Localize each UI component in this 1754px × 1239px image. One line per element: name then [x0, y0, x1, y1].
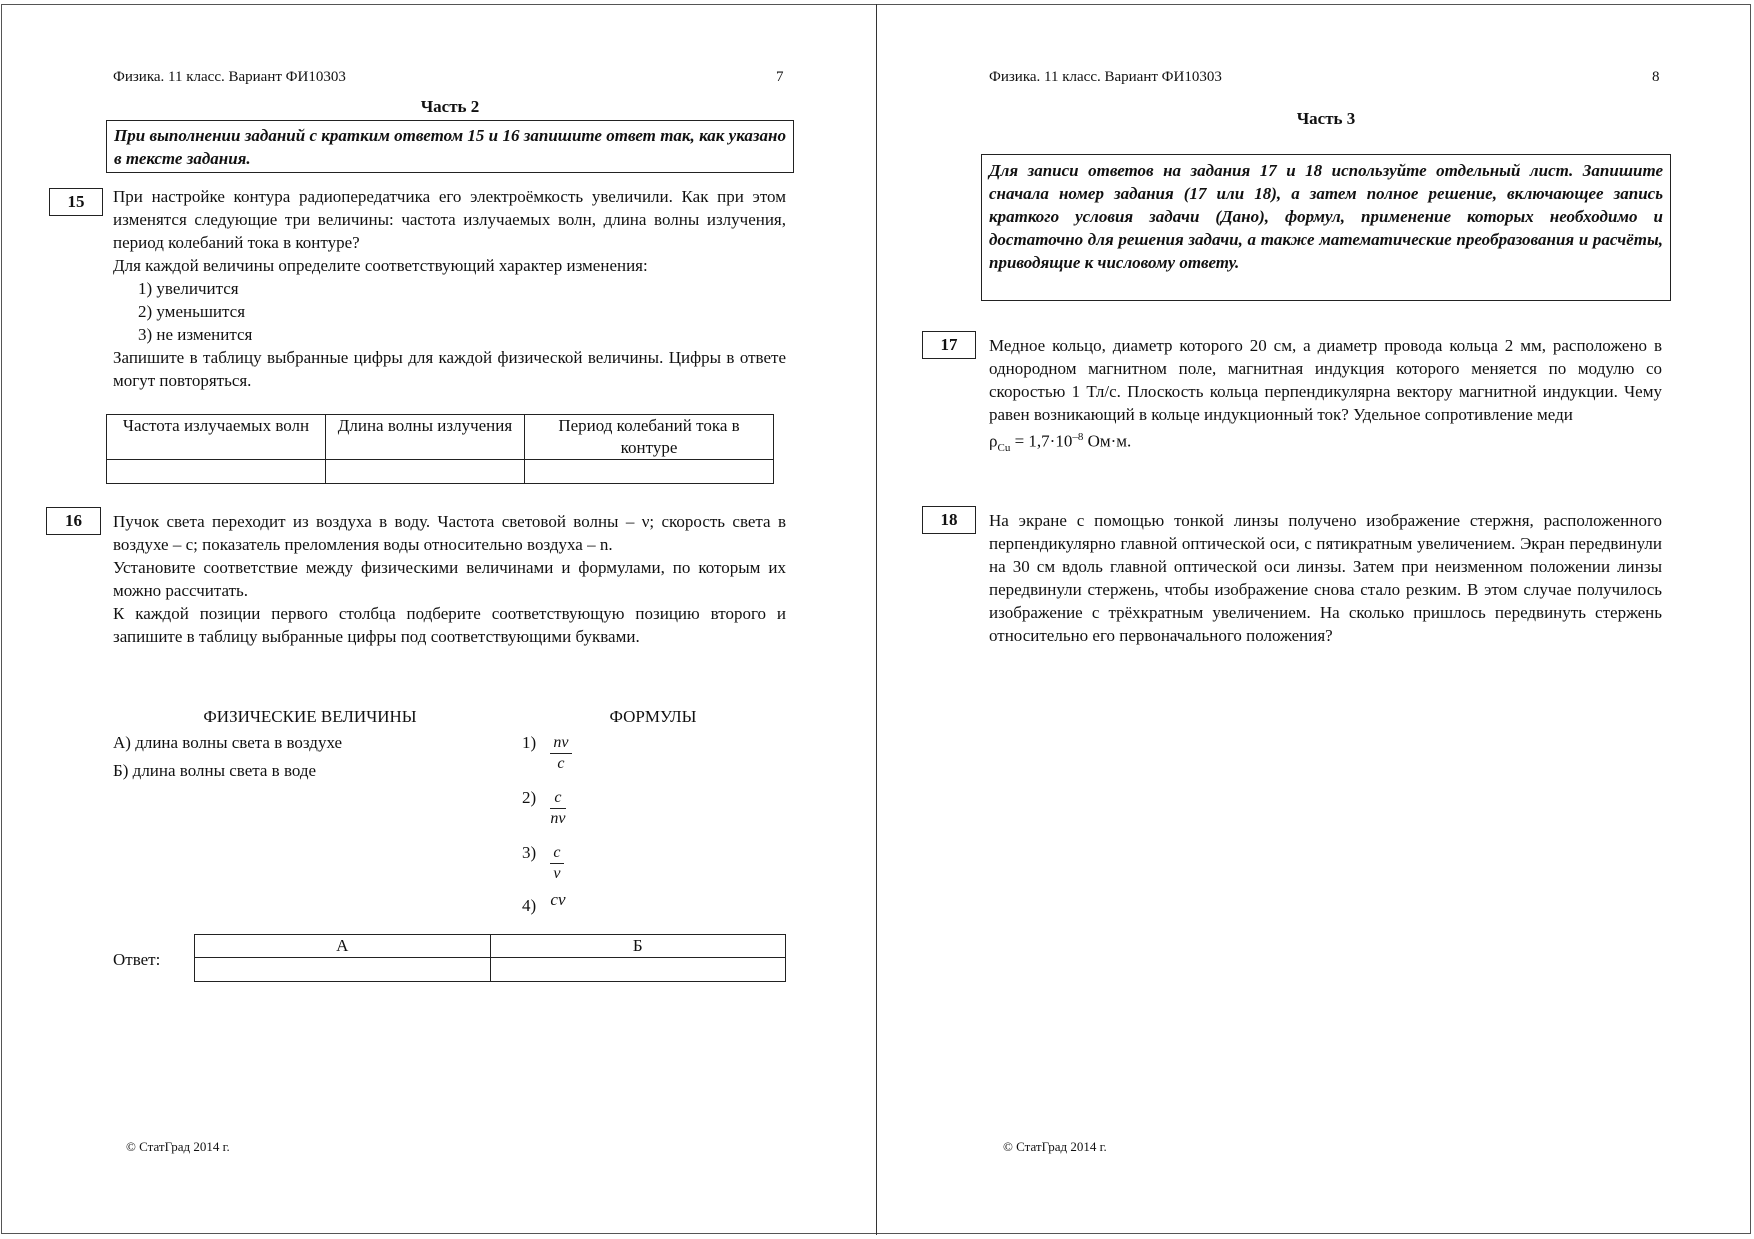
column-header-formulas: ФОРМУЛЫ: [609, 707, 697, 726]
table-header: Период колебаний тока в контуре: [525, 415, 774, 460]
task-text: К каждой позиции первого столбца подберите соответствующую позицию второго и запишите в таблицу выбранные цифры под соответствующими буквами.: [113, 604, 786, 646]
rho-symbol: ρ: [989, 431, 998, 451]
task-text: На экране с помощью тонкой линзы получено изображение стержня, расположенного перпендикулярно главной оптической оси, с пятикратным увеличением. Экран передвинули на 30 см вдоль главной оптической оси линзы. Затем при неизменном положении линзы передвинули стержень, чтобы изображение снова стало резким. В этом случае получилось изображение с трёхкратным увеличением. На сколько пришлось передвинуть стержень относительно его первоначального положения?: [989, 511, 1662, 645]
page-number: 7: [776, 69, 784, 85]
formula-1: [522, 733, 572, 774]
rho-unit: Ом·м.: [1083, 431, 1132, 451]
table-header: А: [195, 935, 491, 958]
quantity-b: Б) длина волны света в воде: [113, 761, 317, 780]
option: 2) уменьшится: [138, 302, 246, 321]
denominator: nν: [550, 810, 566, 827]
column-header-quantities: ФИЗИЧЕСКИЕ ВЕЛИЧИНЫ: [203, 707, 417, 726]
task-number-16: 16: [46, 507, 101, 535]
table-header: Частота излучаемых волн: [107, 415, 326, 460]
table-header: Б: [490, 935, 786, 958]
task-instruction: Запишите в таблицу выбранные цифры для каждой физической величины. Цифры в ответе могут повторяться.: [113, 348, 786, 390]
rho-value: = 1,7·10: [1010, 431, 1073, 451]
footer-copyright: © СтатГрад 2014 г.: [126, 1139, 230, 1154]
answer-cell[interactable]: [525, 460, 774, 484]
task-text: Установите соответствие между физическими величинами и формулами, по которым их можно рассчитать.: [113, 558, 786, 600]
rho-exponent: –8: [1072, 431, 1084, 443]
page-divider: [876, 4, 877, 1235]
task-18: [989, 509, 1662, 647]
task-text: Медное кольцо, диаметр которого 20 см, а диаметр провода кольца 2 мм, расположено в однородном магнитном поле, магнитная индукция которого меняется по модулю со скоростью 1 Тл/с. Плоскость кольца перпендикулярна вектору магнитной индукции. Чему равен возникающий в кольце индукционный ток? Удельное сопротивление меди: [989, 336, 1662, 424]
rho-subscript: Cu: [997, 442, 1011, 455]
answer-cell[interactable]: [107, 460, 326, 484]
answer-table-15: [106, 414, 774, 484]
answer-cell[interactable]: [326, 460, 525, 484]
formula-label: 1): [522, 733, 537, 752]
table-header: Длина волны излучения: [326, 415, 525, 460]
formula-label: 3): [522, 843, 537, 862]
numerator: c: [550, 788, 565, 809]
page-header: Физика. 11 класс. Вариант ФИ10303: [989, 69, 1222, 85]
quantity-a: А) длина волны света в воздухе: [113, 733, 343, 752]
task-prompt: Для каждой величины определите соответствующий характер изменения:: [113, 256, 648, 275]
task-text: Пучок света переходит из воздуха в воду. Частота световой волны – ν; скорость света в воздухе – c; показатель преломления воды относительно воздуха – n.: [113, 512, 786, 554]
formula-4: [522, 890, 566, 916]
option: 1) увеличится: [138, 279, 239, 298]
answer-label: Ответ:: [113, 950, 161, 969]
task-16: [113, 510, 786, 648]
task-number-17: 17: [922, 331, 976, 359]
page-number: 8: [1652, 69, 1660, 85]
page-header: Физика. 11 класс. Вариант ФИ10303: [113, 69, 346, 85]
answer-cell[interactable]: [195, 958, 491, 982]
numerator: c: [550, 843, 563, 864]
task-15: [113, 185, 786, 392]
answer-table-16: [194, 934, 786, 982]
task-number-15: 15: [49, 188, 103, 216]
option: 3) не изменится: [138, 325, 253, 344]
instruction-box: Для записи ответов на задания 17 и 18 используйте отдельный лист. Запишите сначала номер задания (17 или 18), а затем полное решение, включающее запись краткого условия задачи (Дано), формул, применение которых необходимо и достаточно для решения задачи, а также математические преобразования и расчёты, приводящие к числовому ответу.: [981, 154, 1671, 301]
formula-2: [522, 788, 566, 829]
task-number-18: 18: [922, 506, 976, 534]
formula-expression: cν: [550, 890, 566, 909]
formula-label: 4): [522, 896, 537, 915]
numerator: nν: [550, 733, 571, 754]
answer-cell[interactable]: [490, 958, 786, 982]
formula-3: [522, 843, 564, 884]
denominator: c: [557, 755, 565, 772]
task-17: [989, 334, 1662, 460]
footer-copyright: © СтатГрад 2014 г.: [1003, 1139, 1107, 1154]
denominator: ν: [553, 865, 561, 882]
instruction-box: При выполнении заданий с кратким ответом 15 и 16 запишите ответ так, как указано в тексте задания.: [106, 120, 794, 173]
part-title: Часть 2: [420, 97, 480, 116]
part-title: Часть 3: [1296, 109, 1356, 128]
formula-label: 2): [522, 788, 537, 807]
task-text: При настройке контура радиопередатчика его электроёмкость увеличили. Как при этом изменятся следующие три величины: частота излучаемых волн, длина волны излучения, период колебаний тока в контуре?: [113, 187, 786, 252]
